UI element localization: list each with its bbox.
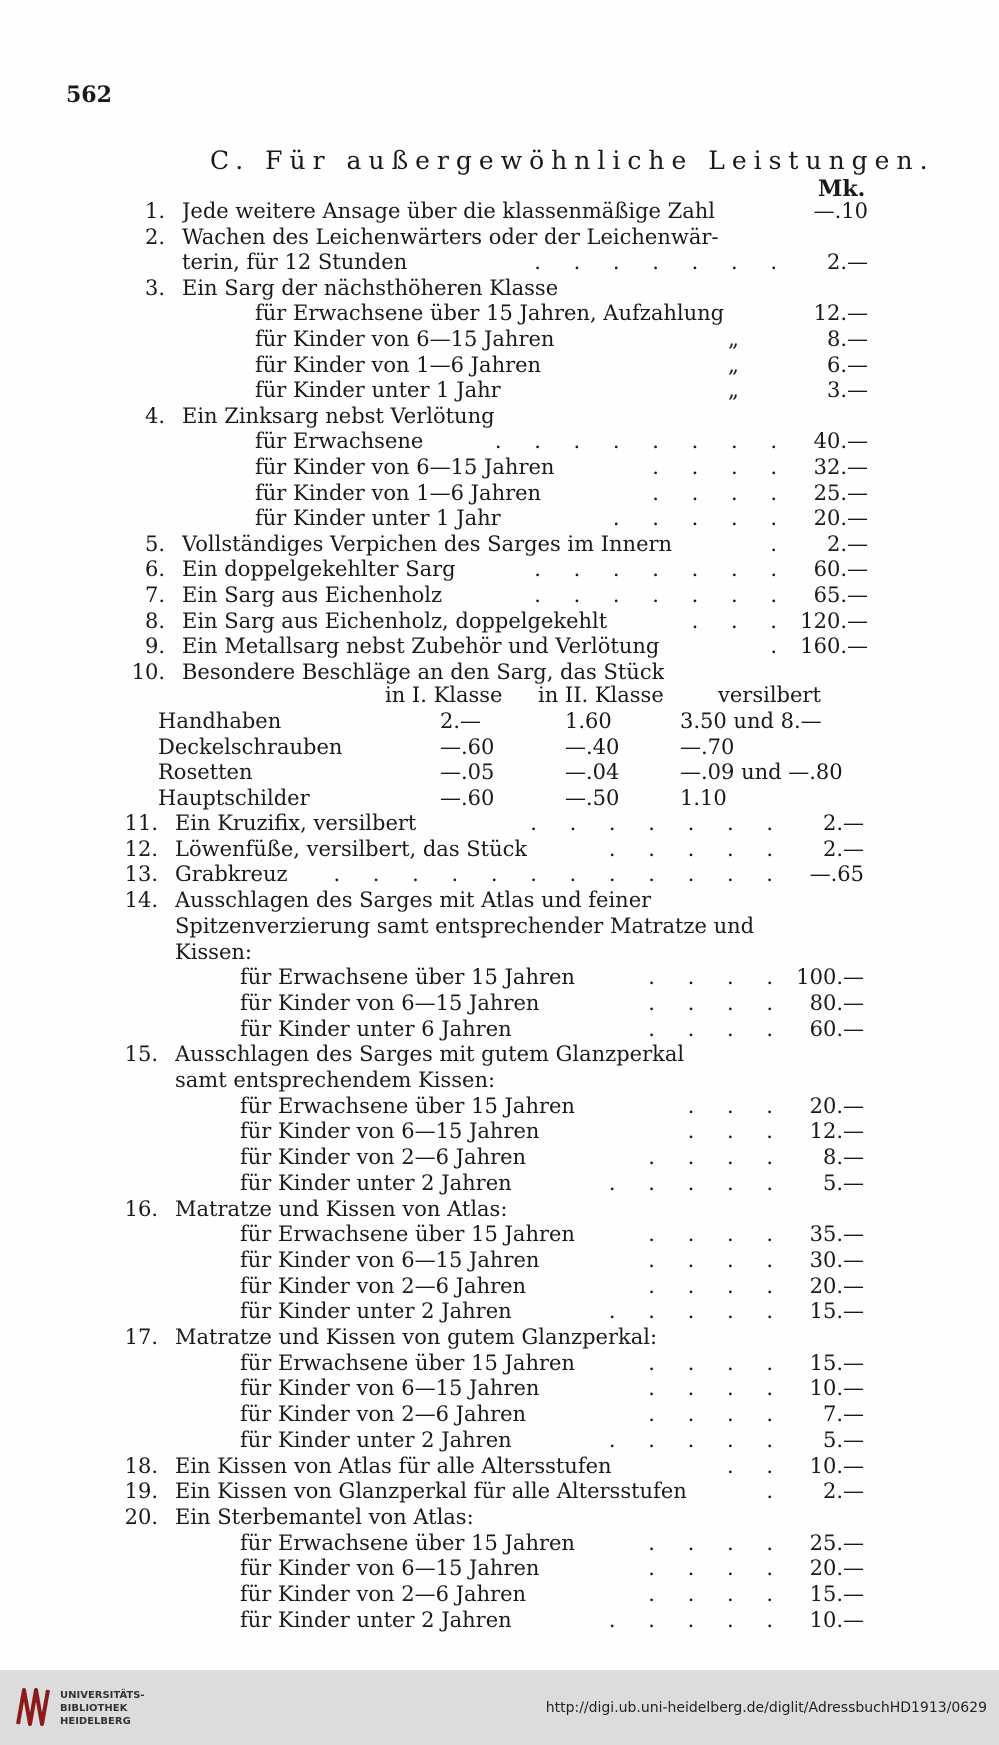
item-text: Löwenfüße, versilbert, das Stück: [175, 836, 528, 861]
list-item: [0, 1067, 999, 1093]
item-text: für Kinder von 6—15 Jahren: [240, 990, 540, 1015]
leader-dots: . . . . . . . .: [494, 429, 790, 454]
item-price: 12.—: [813, 301, 868, 326]
leader-dots: . . .: [691, 608, 790, 633]
list-item: [0, 1350, 999, 1376]
leader-dots: .: [770, 634, 790, 659]
item-text: Ein Kissen von Glanzperkal für alle Altersstufen: [175, 1479, 687, 1504]
item-text: Ein Sarg aus Eichenholz: [182, 583, 443, 607]
item-text: Vollständiges Verpichen des Sarges im Innern: [182, 531, 673, 556]
list-item: [0, 964, 999, 990]
list-item: [0, 810, 999, 836]
list-item: [0, 1221, 999, 1247]
item-price: 7.—: [822, 1402, 864, 1427]
fitting-price-class1: —.05: [440, 760, 495, 785]
list-item: [0, 1478, 999, 1504]
item-text: Spitzenverzierung samt entsprechender Matratze und: [175, 913, 755, 938]
item-price: 10.—: [809, 1376, 864, 1401]
item-price: 2.—: [822, 836, 864, 861]
fitting-price-silver: 3.50 und 8.—: [680, 709, 822, 733]
library-logo-icon: [14, 1684, 54, 1730]
item-price: 160.—: [800, 634, 868, 659]
leader-dots: . . . .: [648, 1376, 786, 1401]
item-price: 2.—: [822, 811, 864, 835]
item-number: 16.: [124, 1196, 158, 1221]
list-item: [0, 633, 999, 659]
list-item: [0, 1555, 999, 1581]
section-heading: C. Für außergewöhnliche Leistungen.: [210, 146, 935, 175]
item-number: 12.: [124, 836, 158, 861]
leader-dots: . . . . .: [608, 1299, 786, 1324]
item-text: für Erwachsene über 15 Jahren: [240, 1530, 575, 1555]
item-price: 120.—: [800, 608, 868, 633]
leader-dots: . . . .: [652, 480, 790, 505]
item-text: Ein Kissen von Atlas für alle Altersstufen: [175, 1453, 612, 1478]
item-text: für Kinder unter 2 Jahren: [240, 1607, 512, 1632]
list-item: [0, 1118, 999, 1144]
item-number: 20.: [124, 1504, 158, 1529]
item-number: 10.: [131, 659, 165, 684]
item-price: 15.—: [809, 1299, 864, 1324]
leader-dots: . . . .: [648, 965, 786, 990]
currency-unit-header: Mk.: [818, 176, 866, 202]
item-text: für Erwachsene über 15 Jahren: [240, 1350, 575, 1375]
leader-dots: . . . .: [648, 1145, 786, 1170]
item-price: 2.—: [822, 1479, 864, 1504]
fitting-price-silver: —.09 und —.80: [680, 760, 843, 785]
leader-dots: . . .: [687, 1093, 786, 1118]
leader-dots: . . . . .: [608, 1427, 786, 1452]
list-item: [0, 326, 999, 352]
item-text: für Kinder von 6—15 Jahren: [240, 1556, 540, 1581]
item-text: für Kinder unter 1 Jahr: [255, 506, 501, 531]
fitting-price-class2: —.04: [565, 760, 620, 785]
fitting-label: Deckelschrauben: [158, 734, 343, 759]
list-item: [0, 480, 999, 506]
fitting-price-class2: 1.60: [565, 709, 612, 733]
item-text: für Kinder unter 2 Jahren: [240, 1170, 512, 1195]
leader-dots: .: [766, 1479, 786, 1504]
item-price: 20.—: [809, 1093, 864, 1118]
library-name: [60, 1689, 145, 1728]
item-text: samt entsprechendem Kissen:: [175, 1068, 496, 1092]
item-text: Ein Metallsarg nebst Zubehör und Verlötung: [182, 634, 660, 659]
item-price: 25.—: [813, 480, 868, 505]
list-item: [0, 300, 999, 326]
fitting-price-silver: 1.10: [680, 785, 727, 810]
item-text: Jede weitere Ansage über die klassenmäßige Zahl: [182, 199, 715, 223]
list-item: [0, 1041, 999, 1067]
list-item: [0, 198, 999, 224]
item-text: für Kinder unter 6 Jahren: [240, 1016, 512, 1041]
list-item: [0, 836, 999, 862]
item-price: 8.—: [822, 1145, 864, 1170]
item-price: 65.—: [813, 583, 868, 607]
library-name-line: HEIDELBERG: [60, 1716, 131, 1727]
list-item: [0, 1093, 999, 1119]
leader-dots: . . . . . . .: [534, 250, 790, 275]
item-text: Ein Sterbemantel von Atlas:: [175, 1504, 474, 1529]
item-text: für Kinder von 2—6 Jahren: [240, 1145, 527, 1170]
list-item: [0, 505, 999, 531]
list-item: [0, 556, 999, 582]
fitting-price-class1: —.60: [440, 785, 495, 810]
leader-dots: . . . . .: [608, 1607, 786, 1632]
fitting-price-class2: —.40: [565, 734, 620, 759]
item-price: —.65: [809, 862, 864, 887]
list-item: [0, 1581, 999, 1607]
list-item: [0, 1016, 999, 1042]
list-item: [0, 249, 999, 275]
item-text: Matratze und Kissen von Atlas:: [175, 1196, 508, 1221]
ditto-mark: „: [728, 352, 739, 377]
list-item: [0, 428, 999, 454]
item-price: 35.—: [809, 1222, 864, 1247]
item-number: 4.: [144, 403, 165, 428]
leader-dots: . . . .: [648, 1222, 786, 1247]
list-item: [0, 1427, 999, 1453]
item-price: 100.—: [796, 965, 864, 990]
item-price: 60.—: [813, 557, 868, 582]
item-price: 5.—: [822, 1427, 864, 1452]
list-item: [0, 1401, 999, 1427]
item-price: 80.—: [809, 990, 864, 1015]
item-text: Ausschlagen des Sarges mit Atlas und feiner: [175, 888, 652, 913]
item-text: für Kinder von 6—15 Jahren: [255, 327, 555, 351]
item-text: für Kinder von 1—6 Jahren: [255, 352, 542, 377]
item-text: für Kinder von 2—6 Jahren: [240, 1582, 527, 1606]
list-item: [0, 1607, 999, 1633]
fitting-header-silver: versilbert: [718, 683, 821, 707]
item-price: 15.—: [809, 1582, 864, 1606]
list-item: [0, 913, 999, 939]
item-price: 10.—: [809, 1453, 864, 1478]
fitting-header-class1: in I. Klasse: [385, 683, 503, 707]
item-text: für Erwachsene über 15 Jahren: [240, 1093, 575, 1118]
list-item: [0, 608, 999, 634]
item-price: 25.—: [809, 1530, 864, 1555]
leader-dots: . . . .: [648, 1350, 786, 1375]
item-number: 18.: [124, 1453, 158, 1478]
item-text: Kissen:: [175, 939, 252, 964]
item-text: Ein Sarg der nächsthöheren Klasse: [182, 275, 559, 300]
fitting-header-class2: in II. Klasse: [538, 683, 664, 707]
leader-dots: .: [770, 531, 790, 556]
list-item: [0, 1504, 999, 1530]
item-price: 5.—: [822, 1170, 864, 1195]
item-price: 8.—: [826, 327, 868, 351]
list-item: [0, 659, 999, 685]
item-text: für Erwachsene: [255, 429, 424, 454]
leader-dots: . . . .: [648, 1247, 786, 1272]
item-text: für Erwachsene über 15 Jahren: [240, 1222, 575, 1247]
item-text: für Erwachsene über 15 Jahren: [240, 965, 575, 990]
item-price: 60.—: [809, 1016, 864, 1041]
item-price: 20.—: [809, 1556, 864, 1581]
leader-dots: . . . .: [648, 990, 786, 1015]
list-item: [0, 1144, 999, 1170]
item-text: für Erwachsene über 15 Jahren, Aufzahlung: [255, 301, 725, 326]
item-number: 1.: [144, 199, 165, 223]
fitting-price-silver: —.70: [680, 734, 735, 759]
leader-dots: . . . .: [648, 1582, 786, 1606]
item-price: 3.—: [826, 378, 868, 403]
item-price: 20.—: [813, 506, 868, 531]
list-item: [0, 582, 999, 608]
item-price: 30.—: [809, 1247, 864, 1272]
list-item: [0, 454, 999, 480]
list-item: [0, 1298, 999, 1324]
leader-dots: . . .: [687, 1119, 786, 1144]
item-text: für Kinder von 2—6 Jahren: [240, 1273, 527, 1298]
item-number: 14.: [124, 888, 158, 913]
list-item: [0, 403, 999, 429]
leader-dots: . . . .: [648, 1530, 786, 1555]
list-item: [0, 1453, 999, 1479]
fitting-price-class1: —.60: [440, 734, 495, 759]
item-text: für Kinder von 2—6 Jahren: [240, 1402, 527, 1427]
item-text: Wachen des Leichenwärters oder der Leichenwär-: [182, 224, 719, 249]
item-text: Ein doppelgekehlter Sarg: [182, 557, 456, 582]
item-price: 32.—: [813, 455, 868, 479]
list-item: [0, 1273, 999, 1299]
list-item: [0, 1324, 999, 1350]
item-number: 19.: [124, 1479, 158, 1504]
leader-dots: . . . . . . .: [534, 583, 790, 607]
item-number: 3.: [144, 275, 165, 300]
item-text: für Kinder unter 2 Jahren: [240, 1299, 512, 1324]
item-text: Besondere Beschläge an den Sarg, das Stück: [182, 659, 665, 684]
leader-dots: . . . .: [652, 455, 790, 479]
fitting-price-class2: —.50: [565, 785, 620, 810]
item-number: 6.: [144, 557, 165, 582]
item-text: Ein Kruzifix, versilbert: [175, 811, 417, 835]
item-text: Ein Sarg aus Eichenholz, doppelgekehlt: [182, 608, 608, 633]
item-text: für Kinder von 6—15 Jahren: [240, 1376, 540, 1401]
leader-dots: . . . .: [648, 1016, 786, 1041]
item-number: 11.: [124, 811, 158, 835]
leader-dots: . . . . .: [608, 1170, 786, 1195]
leader-dots: . . . .: [648, 1273, 786, 1298]
item-text: für Kinder von 6—15 Jahren: [240, 1247, 540, 1272]
list-item: [0, 861, 999, 887]
footer-bar: [0, 1670, 999, 1745]
leader-dots: . . . .: [648, 1402, 786, 1427]
fitting-label: Rosetten: [158, 760, 253, 785]
item-price: 40.—: [813, 429, 868, 454]
item-text: für Kinder von 1—6 Jahren: [255, 480, 542, 505]
list-item: [0, 224, 999, 250]
item-number: 8.: [144, 608, 165, 633]
item-price: 12.—: [809, 1119, 864, 1144]
fitting-price-class1: 2.—: [440, 709, 482, 733]
item-number: 17.: [124, 1325, 158, 1349]
list-item: [0, 990, 999, 1016]
ditto-mark: „: [728, 327, 739, 351]
item-price: 6.—: [826, 352, 868, 377]
item-price: 2.—: [826, 531, 868, 556]
list-item: [0, 1530, 999, 1556]
item-number: 2.: [144, 224, 165, 249]
item-text: Ausschlagen des Sarges mit gutem Glanzperkal: [175, 1042, 685, 1067]
list-item: [0, 1196, 999, 1222]
leader-dots: . .: [726, 1453, 786, 1478]
item-price: 10.—: [809, 1607, 864, 1632]
item-text: terin, für 12 Stunden: [182, 250, 408, 275]
leader-dots: . . . .: [648, 1556, 786, 1581]
leader-dots: . . . . . . . . . . . .: [333, 862, 786, 887]
page-number: 562: [66, 82, 112, 108]
leader-dots: . . . . . . .: [530, 811, 786, 835]
item-number: 7.: [144, 583, 165, 607]
item-text: für Kinder von 6—15 Jahren: [240, 1119, 540, 1144]
list-item: [0, 1170, 999, 1196]
item-price: 20.—: [809, 1273, 864, 1298]
leader-dots: . . . . .: [612, 506, 790, 531]
item-price: 15.—: [809, 1350, 864, 1375]
item-text: für Kinder unter 2 Jahren: [240, 1427, 512, 1452]
item-text: Ein Zinksarg nebst Verlötung: [182, 403, 495, 428]
list-item: [0, 531, 999, 557]
item-text: Grabkreuz: [175, 862, 288, 887]
item-number: 9.: [144, 634, 165, 659]
item-number: 13.: [124, 862, 158, 887]
source-url-link[interactable]: http://digi.ub.uni-heidelberg.de/diglit/AdressbuchHD1913/0629: [545, 1700, 987, 1716]
fitting-label: Handhaben: [158, 709, 282, 733]
list-item: [0, 887, 999, 913]
fitting-label: Hauptschilder: [158, 785, 310, 810]
list-item: [0, 1375, 999, 1401]
list-item: [0, 352, 999, 378]
leader-dots: . . . . . . .: [534, 557, 790, 582]
item-text: für Kinder unter 1 Jahr: [255, 378, 501, 403]
library-name-line: UNIVERSITÄTS-: [60, 1690, 145, 1701]
list-item: [0, 377, 999, 403]
list-item: [0, 275, 999, 301]
item-text: Matratze und Kissen von gutem Glanzperkal:: [175, 1325, 658, 1349]
list-item: [0, 939, 999, 965]
item-text: für Kinder von 6—15 Jahren: [255, 455, 555, 479]
item-number: 15.: [124, 1042, 158, 1067]
list-item: [0, 1247, 999, 1273]
leader-dots: . . . . .: [608, 836, 786, 861]
item-price: —.10: [813, 199, 868, 223]
ditto-mark: „: [728, 378, 739, 403]
library-name-line: BIBLIOTHEK: [60, 1703, 128, 1714]
item-number: 5.: [144, 531, 165, 556]
item-price: 2.—: [826, 250, 868, 275]
